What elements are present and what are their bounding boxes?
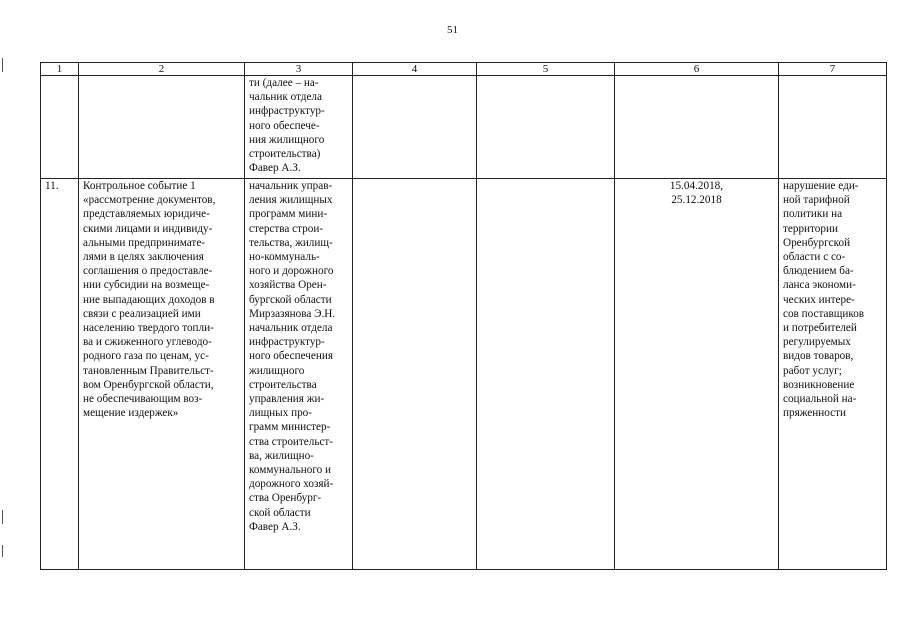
responsible-cell <box>245 76 353 179</box>
text-line: возникновение <box>783 378 855 391</box>
row-number: 11. <box>41 179 79 570</box>
text-line: блюдением ба- <box>783 265 854 278</box>
dates-cell <box>615 179 779 570</box>
text-line: и потребителей <box>783 322 857 335</box>
text-line: сов поставщиков <box>783 307 865 320</box>
text-line: ного и дорожного <box>249 265 334 278</box>
header-col-2: 2 <box>79 63 245 76</box>
risks-cell <box>779 179 887 570</box>
text-line: вом Оренбургской области, <box>83 378 214 391</box>
header-col-5: 5 <box>477 63 615 76</box>
text-line: ного обеспечения <box>249 350 334 363</box>
text-line: работ услуг; <box>783 364 842 377</box>
text-line: ние выпадающих доходов в <box>83 293 215 306</box>
text-line: коммунального и <box>249 464 332 477</box>
text-line: бургской области <box>249 293 332 306</box>
text-line: пряженности <box>783 407 846 420</box>
text-line: социальной на- <box>783 393 857 406</box>
text-line: стерства строи- <box>249 222 324 235</box>
text-line: начальник управ- <box>249 180 333 192</box>
event-cell <box>79 76 245 179</box>
table-row <box>41 179 887 570</box>
left-margin-mark-lower <box>2 510 3 524</box>
text-line: строительства <box>249 378 317 391</box>
page-number: 51 <box>447 24 458 36</box>
text-line: альными предпринимате- <box>83 236 206 249</box>
text-line: инфраструктур- <box>249 336 325 349</box>
text-line: Контрольное событие 1 <box>83 180 196 192</box>
text-line: нии субсидии на возмеще- <box>83 279 210 292</box>
text-line: «рассмотрение документов, <box>83 194 216 207</box>
text-line: грамм министер- <box>249 421 331 434</box>
text-line: ного обеспече- <box>249 119 320 132</box>
header-col-7: 7 <box>779 63 887 76</box>
text-line: ния жилищного <box>249 133 325 146</box>
text-line: ти (далее – на- <box>249 77 319 89</box>
text-line: ства Оренбург- <box>249 492 322 505</box>
text-line: чальник отдела <box>249 91 322 104</box>
text-line: дорожного хозяй- <box>249 478 334 491</box>
text-line: области с со- <box>783 251 846 264</box>
header-col-4: 4 <box>353 63 477 76</box>
text-line: нарушение еди- <box>783 180 859 192</box>
text-line: ланса экономи- <box>783 279 856 292</box>
header-row <box>41 63 887 76</box>
text-line: управления жи- <box>249 393 325 406</box>
text-line: инфраструктур- <box>249 105 325 118</box>
text-line: Оренбургской <box>783 236 851 249</box>
text-line: ской области <box>249 506 311 519</box>
text-line: Фавер А.З. <box>249 162 301 175</box>
left-margin-mark <box>2 58 3 72</box>
text-line: связи с реализацией ими <box>83 307 201 320</box>
text-line: территории <box>783 222 838 235</box>
text-line: родного газа по ценам, ус- <box>83 350 209 363</box>
text-line: регулируемых <box>783 336 851 349</box>
header-col-6: 6 <box>615 63 779 76</box>
text-line: видов товаров, <box>783 350 854 363</box>
text-line: ления жилищных <box>249 194 333 207</box>
event-cell <box>79 179 245 570</box>
text-line: тановленным Правительст- <box>83 364 214 377</box>
plan-table <box>40 62 887 570</box>
text-line: лями в целях заключения <box>83 251 204 264</box>
col4-cell <box>353 76 477 179</box>
table-row <box>41 76 887 179</box>
responsible-cell <box>245 179 353 570</box>
text-line: тельства, жилищ- <box>249 236 333 249</box>
dates-cell <box>615 76 779 179</box>
text-line: ческих интере- <box>783 293 855 306</box>
text-line: политики на <box>783 208 843 221</box>
text-line: мещение издержек» <box>83 407 179 420</box>
text-line: 15.04.2018, <box>669 180 724 192</box>
text-line: ва, жилищно- <box>249 449 314 462</box>
text-line: ной тарифной <box>783 194 850 207</box>
text-line: строительства) <box>249 148 321 161</box>
text-line: жилищного <box>249 364 305 377</box>
text-line: представляемых юридиче- <box>83 208 210 221</box>
text-line: не обеспечивающим воз- <box>83 393 203 406</box>
text-line: но-коммуналь- <box>249 251 320 264</box>
text-line: скими лицами и индивиду- <box>83 222 213 235</box>
risks-cell <box>779 76 887 179</box>
header-col-3: 3 <box>245 63 353 76</box>
left-margin-mark-bottom <box>2 545 3 557</box>
text-line: Фавер А.З. <box>249 520 301 533</box>
row-number <box>41 76 79 179</box>
text-line: ва и сжиженного углеводо- <box>83 336 212 349</box>
text-line: лищных про- <box>249 407 312 420</box>
text-line: программ мини- <box>249 208 328 221</box>
col5-cell <box>477 76 615 179</box>
text-line: Мирзазянова Э.Н. <box>249 307 336 320</box>
col5-cell <box>477 179 615 570</box>
text-line: хозяйства Орен- <box>249 279 327 292</box>
col4-cell <box>353 179 477 570</box>
header-col-1: 1 <box>41 63 79 76</box>
text-line: населению твердого топли- <box>83 322 214 335</box>
text-line: 25.12.2018 <box>671 194 722 207</box>
text-line: начальник отдела <box>249 322 333 335</box>
text-line: ства строительст- <box>249 435 334 448</box>
text-line: соглашения о предоставле- <box>83 265 213 278</box>
